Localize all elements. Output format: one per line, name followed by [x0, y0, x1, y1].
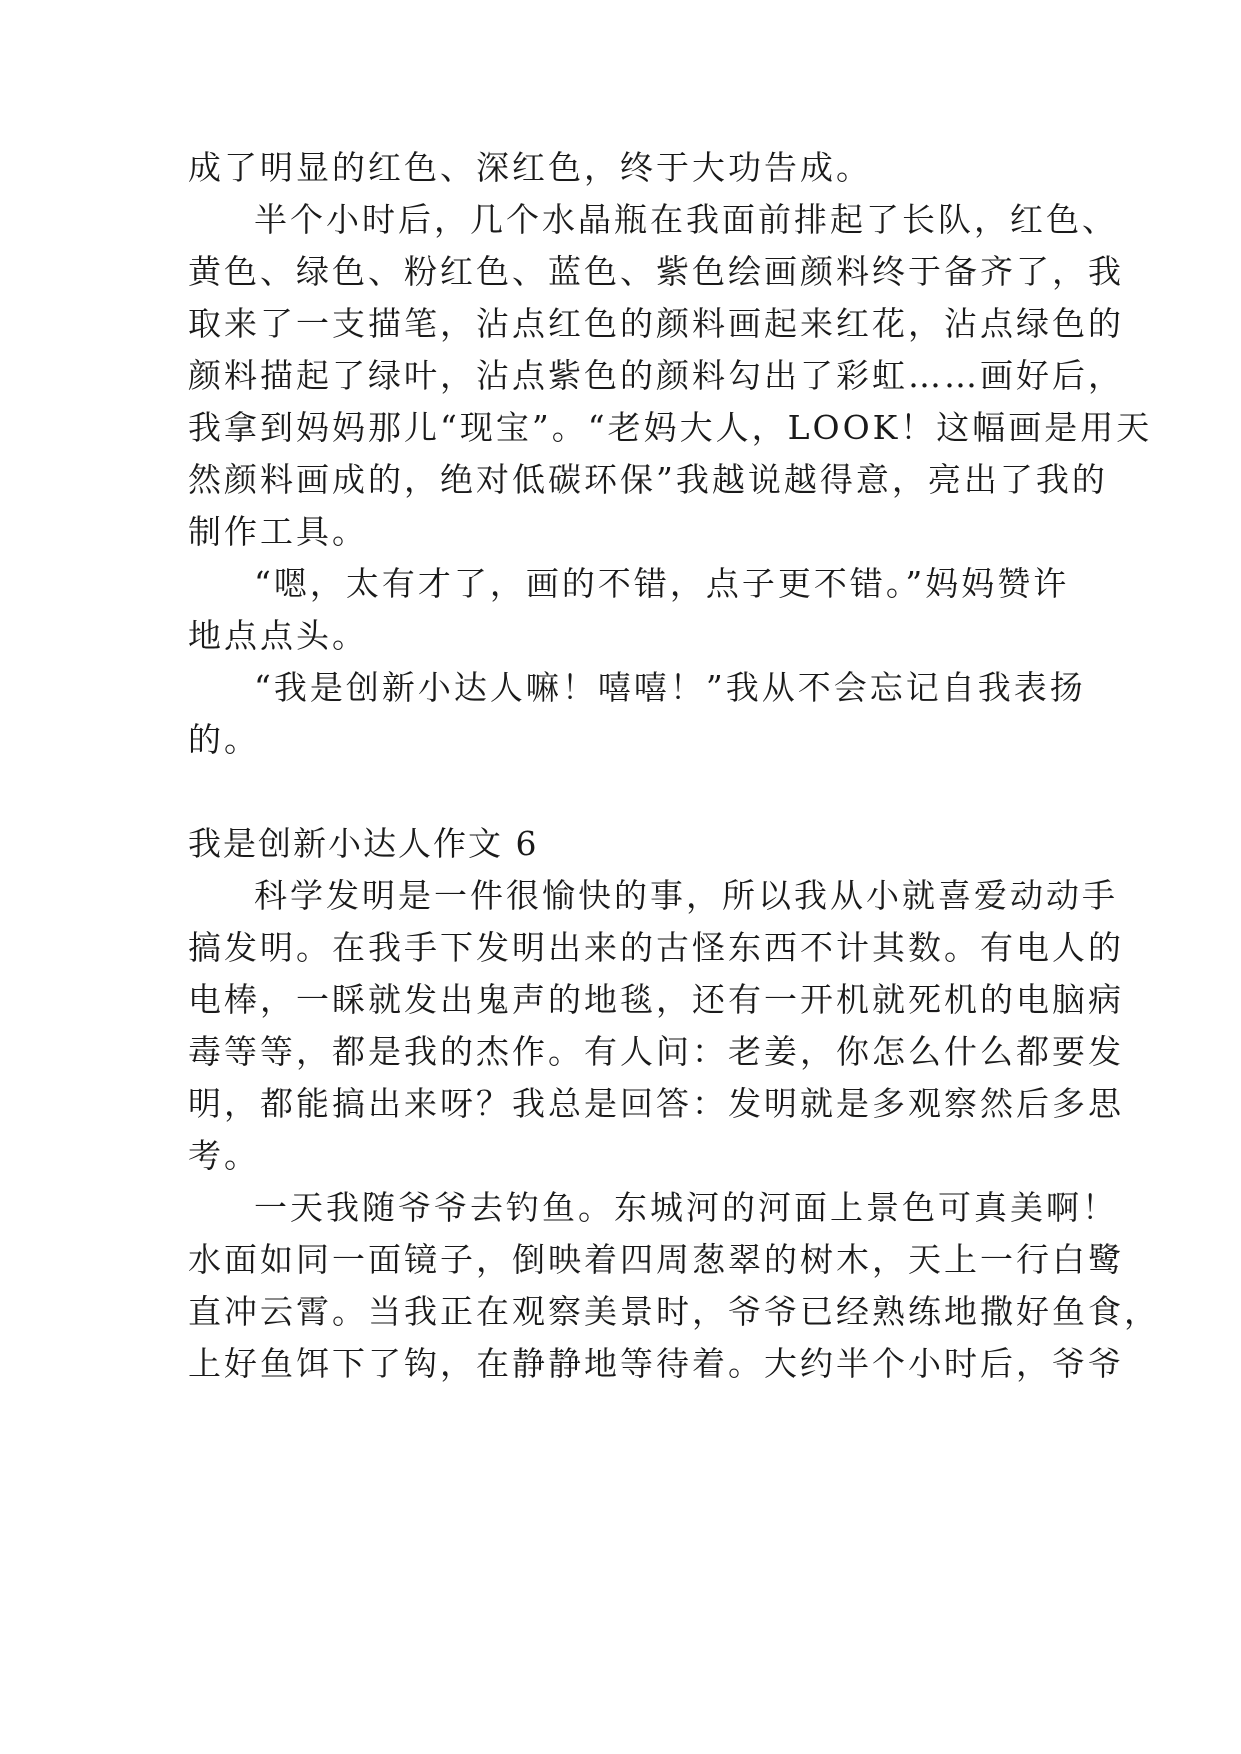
text-line: 取来了一支描笔，沾点红色的颜料画起来红花，沾点绿色的: [188, 304, 1124, 343]
paragraph-first-line: 半个小时后，几个水晶瓶在我面前排起了长队，红色、: [254, 200, 1118, 239]
text-line: 上好鱼饵下了钩，在静静地等待着。大约半个小时后，爷爷: [188, 1344, 1124, 1383]
text-line: 黄色、绿色、粉红色、蓝色、紫色绘画颜料终于备齐了，我: [188, 252, 1124, 291]
text-line: 搞发明。在我手下发明出来的古怪东西不计其数。有电人的: [188, 928, 1124, 967]
text-line: 直冲云霄。当我正在观察美景时，爷爷已经熟练地撒好鱼食，: [188, 1292, 1160, 1331]
text-line: 制作工具。: [188, 512, 368, 551]
section-heading: 我是创新小达人作文 6: [188, 824, 539, 863]
text-line: 考。: [188, 1136, 260, 1175]
text-line: 的。: [188, 720, 260, 759]
paragraph-first-line: “我是创新小达人嘛！嘻嘻！”我从不会忘记自我表扬: [254, 668, 1086, 707]
text-line: 成了明显的红色、深红色，终于大功告成。: [188, 148, 872, 187]
text-line: 颜料描起了绿叶，沾点紫色的颜料勾出了彩虹……画好后，: [188, 356, 1124, 395]
text-line: 水面如同一面镜子，倒映着四周葱翠的树木，天上一行白鹭: [188, 1240, 1124, 1279]
paragraph-first-line: “嗯，太有才了，画的不错，点子更不错。”妈妈赞许: [254, 564, 1070, 603]
text-line: 电棒，一睬就发出鬼声的地毯，还有一开机就死机的电脑病: [188, 980, 1124, 1019]
paragraph-first-line: 一天我随爷爷去钓鱼。东城河的河面上景色可真美啊！: [254, 1188, 1118, 1227]
text-line: 地点点头。: [188, 616, 368, 655]
text-line: 明，都能搞出来呀？我总是回答：发明就是多观察然后多思: [188, 1084, 1124, 1123]
paragraph-first-line: 科学发明是一件很愉快的事，所以我从小就喜爱动动手: [254, 876, 1118, 915]
text-line: 然颜料画成的，绝对低碳环保”我越说越得意，亮出了我的: [188, 460, 1108, 499]
text-line: 我拿到妈妈那儿“现宝”。“老妈大人，LOOK！这幅画是用天: [188, 408, 1153, 447]
text-line: 毒等等，都是我的杰作。有人问：老姜，你怎么什么都要发: [188, 1032, 1124, 1071]
